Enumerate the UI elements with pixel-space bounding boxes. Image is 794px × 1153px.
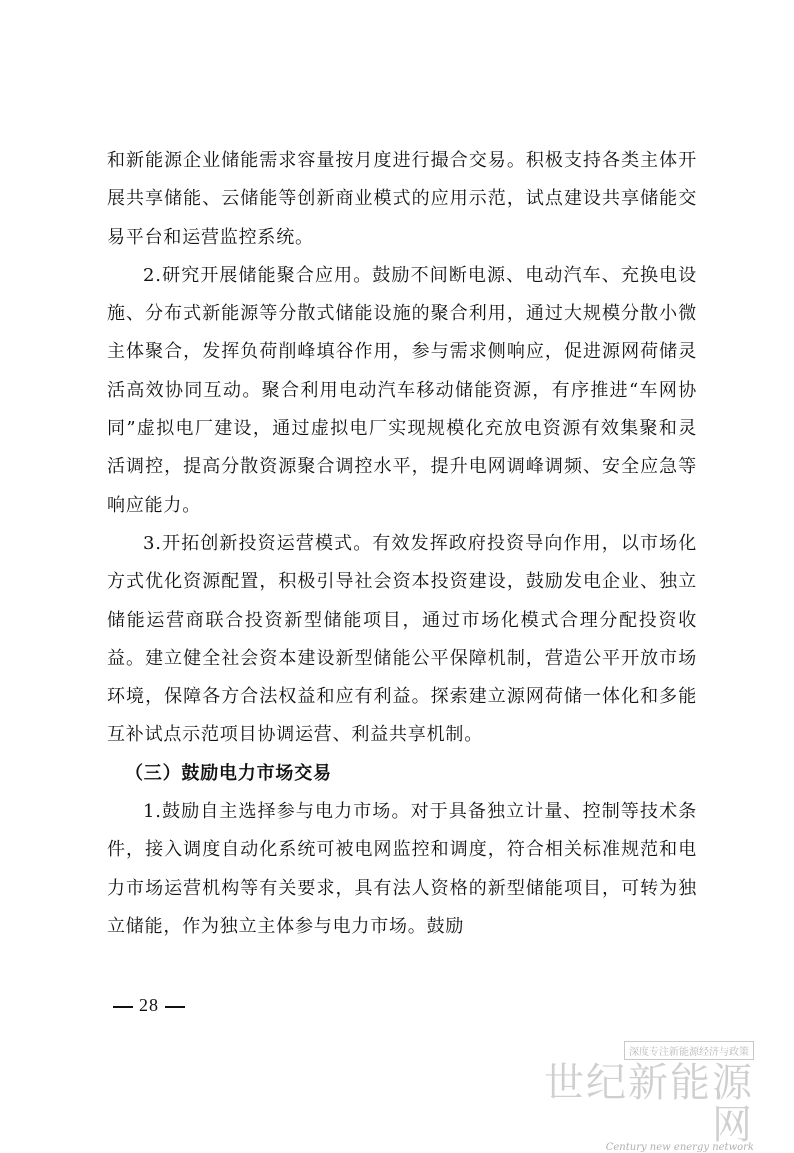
section-heading: （三）鼓励电力市场交易 <box>125 762 332 784</box>
paragraph-storage-aggregation: 2.研究开展储能聚合应用。鼓励不间断电源、电动汽车、充换电设施、分布式新能源等分散式储能设施的聚合利用，通过大规模分散小微主体聚合，发挥负荷削峰填谷作用，参与需求侧响应，促进源网荷储灵活高效协同互动。聚合利用电动汽车移动储能资源，有序推进“车网协同”虚拟电厂建设，通过虚拟电厂实现规模化充放电资源有效集聚和灵活调控，提高分散资源聚合调控水平，提升电网调峰调频、安全应急等响应能力。 <box>107 264 697 516</box>
page-number-dash-left <box>113 1006 133 1008</box>
document-body <box>107 142 697 946</box>
watermark-subtitle: Century new energy network <box>605 1142 754 1153</box>
page-number-value: 28 <box>139 995 159 1015</box>
watermark-tagline: 深度专注新能源经济与政策 <box>624 1041 754 1060</box>
watermark-title: 世纪新能源网 <box>544 1060 754 1148</box>
watermark-logo <box>534 1040 754 1153</box>
page-number <box>107 995 191 1016</box>
paragraph-investment-model: 3.开拓创新投资运营模式。有效发挥政府投资导向作用，以市场化方式优化资源配置，积极引导社会资本投资建设，鼓励发电企业、独立储能运营商联合投资新型储能项目，通过市场化模式合理分配投资收益。建立健全社会资本建设新型储能公平保障机制，营造公平开放市场环境，保障各方合法权益和应有利益。探索建立源网荷储一体化和多能互补试点示范项目协调运营、利益共享机制。 <box>107 532 697 746</box>
paragraph-continued: 和新能源企业储能需求容量按月度进行撮合交易。积极支持各类主体开展共享储能、云储能等创新商业模式的应用示范，试点建设共享储能交易平台和运营监控系统。 <box>107 150 697 248</box>
page-number-dash-right <box>165 1006 185 1008</box>
paragraph-market-participation: 1.鼓励自主选择参与电力市场。对于具备独立计量、控制等技术条件，接入调度自动化系统可被电网监控和调度，符合相关标准规范和电力市场运营机构等有关要求，具有法人资格的新型储能项目，可转为独立储能，作为独立主体参与电力市场。鼓励 <box>107 801 697 937</box>
